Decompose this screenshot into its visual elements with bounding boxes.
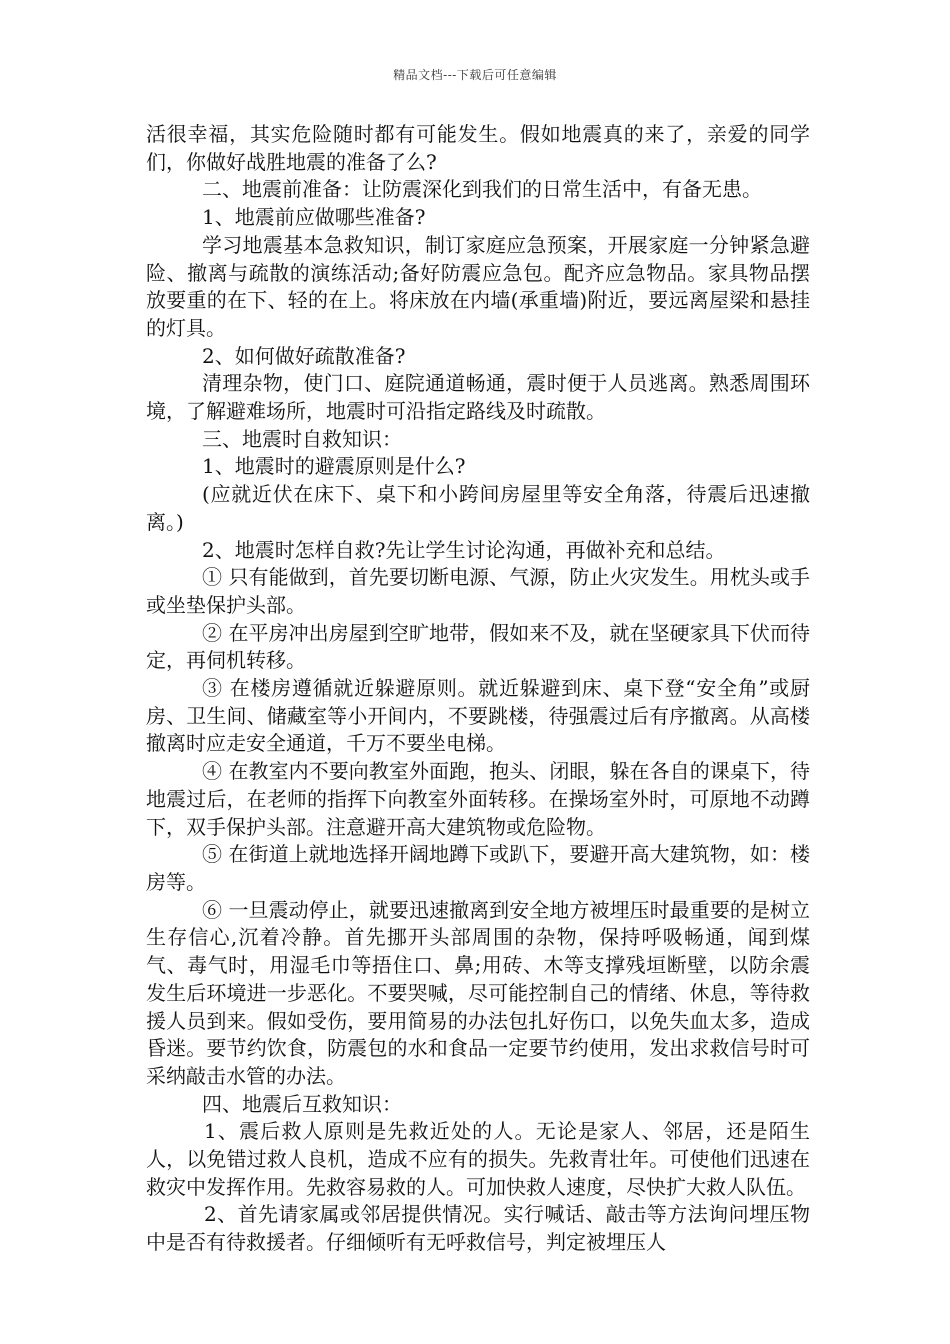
document-body	[146, 121, 810, 1257]
section-heading-4: 四、地震后互救知识：	[202, 1091, 402, 1116]
section-heading-2: 二、地震前准备：让防震深化到我们的日常生活中，有备无患。	[202, 177, 762, 202]
list-item: ⑥ 一旦震动停止，就要迅速撤离到安全地方被埋压时最重要的是树立生存信心,沉着冷静。首先挪开头部周围的杂物，保持呼吸畅通，闻到煤气、毒气时，用湿毛巾等捂住口、鼻;用砖、木等支撑残垣断壁，以防余震发生后环境进一步恶化。不要哭喊，尽可能控制自己的情绪、休息，等待救援人员到来。假如受伤，要用简易的办法包扎好伤口，以免失血太多，造成昏迷。要节约饮食，防震包的水和食品一定要节约使用，发出求救信号时可采纳敲击水管的办法。	[146, 897, 810, 1088]
question-heading: 1、地震前应做哪些准备?	[202, 205, 426, 230]
question-heading: 2、如何做好疏散准备?	[202, 343, 406, 368]
paragraph: 活很幸福，其实危险随时都有可能发生。假如地震真的来了，亲爱的同学们，你做好战胜地震的准备了么?	[146, 122, 810, 174]
paragraph: (应就近伏在床下、桌下和小跨间房屋里等安全角落，待震后迅速撤离。)	[146, 482, 810, 534]
paragraph: 清理杂物，使门口、庭院通道畅通，震时便于人员逃离。熟悉周围环境，了解避难场所，地震时可沿指定路线及时疏散。	[146, 371, 810, 424]
paragraph: 1、震后救人原则是先救近处的人。无论是家人、邻居，还是陌生人，以免错过救人良机，造成不应有的损失。先救青壮年。可使他们迅速在救灾中发挥作用。先救容易救的人。可加快救人速度，尽快扩大救人队伍。	[146, 1119, 810, 1199]
paragraph: 学习地震基本急救知识，制订家庭应急预案，开展家庭一分钟紧急避险、撤离与疏散的演练活动;备好防震应急包。配齐应急物品。家具物品摆放要重的在下、轻的在上。将床放在内墙(承重墙)附近，要远离屋梁和悬挂的灯具。	[146, 232, 810, 340]
question-heading: 1、地震时的避震原则是什么?	[202, 454, 466, 479]
question-heading: 2、地震时怎样自救?先让学生讨论沟通，再做补充和总结。	[202, 537, 726, 562]
section-heading-3: 三、地震时自救知识：	[202, 426, 402, 451]
list-item: ④ 在教室内不要向教室外面跑，抱头、闭眼，躲在各自的课桌下，待地震过后，在老师的指挥下向教室外面转移。在操场室外时，可原地不动蹲下，双手保护头部。注意避开高大建筑物或危险物。	[146, 759, 810, 839]
paragraph: 2、首先请家属或邻居提供情况。实行喊话、敲击等方法询问埋压物中是否有待救援者。仔细倾听有无呼救信号，判定被埋压人	[146, 1202, 810, 1255]
list-item: ① 只有能做到，首先要切断电源、气源，防止火灾发生。用枕头或手或坐垫保护头部。	[146, 565, 810, 617]
page-header: 精品文档---下载后可任意编辑	[393, 68, 557, 82]
list-item: ③ 在楼房遵循就近躲避原则。就近躲避到床、桌下登“安全角”或厨房、卫生间、储藏室等小开间内，不要跳楼，待强震过后有序撤离。从高楼撤离时应走安全通道，千万不要坐电梯。	[146, 676, 810, 756]
list-item: ⑤ 在街道上就地选择开阔地蹲下或趴下，要避开高大建筑物，如：楼房等。	[146, 842, 810, 894]
list-item: ② 在平房冲出房屋到空旷地带，假如来不及，就在坚硬家具下伏而待定，再伺机转移。	[146, 620, 810, 673]
